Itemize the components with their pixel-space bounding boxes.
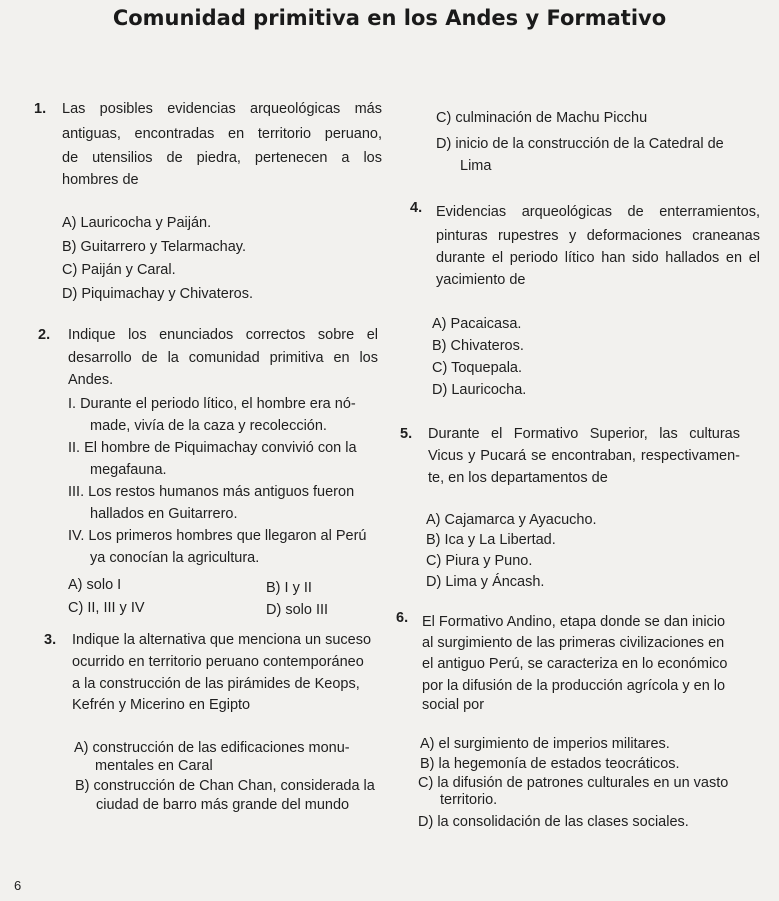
answer-option: A) construcción de las edificaciones monu-	[74, 740, 350, 756]
statement-line: ya conocían la agricultura.	[90, 550, 260, 566]
question-number: 1.	[34, 101, 47, 117]
question-text-line: Andes.	[68, 372, 114, 388]
question-number: 3.	[44, 632, 57, 648]
answer-option: ciudad de barro más grande del mundo	[96, 797, 350, 813]
answer-option: C) Paiján y Caral.	[62, 262, 176, 278]
statement-line: III. Los restos humanos más antiguos fueron	[68, 484, 355, 500]
answer-option: mentales en Caral	[95, 758, 213, 774]
statement-line: I. Durante el periodo lítico, el hombre era nó-	[68, 396, 356, 412]
page-number: 6	[14, 878, 22, 893]
question-text-line: el antiguo Perú, se caracteriza en lo económico	[422, 656, 728, 672]
statement-line: made, vivía de la caza y recolección.	[90, 418, 327, 434]
answer-option: B) I y II	[266, 580, 312, 596]
answer-option: C) Toquepala.	[432, 360, 523, 376]
answer-option: C) la difusión de patrones culturales en un vasto	[418, 775, 729, 791]
question-text-line: Vicus y Pucará se encontraban, respectivamen-	[428, 448, 740, 464]
question-text-line: Indique los enunciados correctos sobre el	[68, 327, 378, 343]
question-text-line: durante el periodo lítico han sido hallados en el	[436, 250, 760, 266]
question-text-line: antiguas, encontradas en territorio peruano,	[62, 126, 382, 142]
question-number: 2.	[38, 327, 51, 343]
question-text-line: social por	[422, 697, 485, 713]
answer-option: B) construcción de Chan Chan, considerada la	[75, 778, 375, 794]
statement-line: II. El hombre de Piquimachay convivió con la	[68, 440, 357, 456]
answer-option: B) Guitarrero y Telarmachay.	[62, 239, 246, 255]
statement-line: megafauna.	[90, 462, 167, 478]
question-text-line: por la difusión de la producción agrícola y en lo	[422, 678, 726, 694]
question-text-line: Kefrén y Micerino en Egipto	[72, 697, 251, 713]
question-text-line: desarrollo de la comunidad primitiva en los	[68, 350, 378, 366]
question-text-line: Indique la alternativa que menciona un suceso	[72, 632, 372, 648]
answer-option: B) Chivateros.	[432, 338, 524, 354]
question-text-line: El Formativo Andino, etapa donde se dan inicio	[422, 614, 726, 630]
answer-option: D) Lauricocha.	[432, 382, 527, 398]
answer-option: C) Piura y Puno.	[426, 553, 533, 569]
question-text-line: Las posibles evidencias arqueológicas más	[62, 101, 382, 117]
question-text-line: de utensilios de piedra, pertenecen a los	[62, 150, 382, 166]
question-number: 4.	[410, 200, 423, 216]
question-number: 6.	[396, 610, 409, 626]
statement-line: IV. Los primeros hombres que llegaron al Perú	[68, 528, 367, 544]
question-text-line: al surgimiento de las primeras civilizaciones en	[422, 635, 725, 651]
answer-option: D) la consolidación de las clases sociales.	[418, 814, 689, 830]
question-text-line: yacimiento de	[436, 272, 526, 288]
question-text-line: hombres de	[62, 172, 139, 188]
answer-option: territorio.	[440, 792, 498, 808]
answer-option: A) solo I	[68, 577, 122, 593]
answer-option: D) inicio de la construcción de la Catedral de	[436, 136, 724, 152]
answer-option: A) Cajamarca y Ayacucho.	[426, 512, 597, 528]
answer-option: A) el surgimiento de imperios militares.	[420, 736, 670, 752]
question-text-line: ocurrido en territorio peruano contemporáneo	[72, 654, 364, 670]
page-title: Comunidad primitiva en los Andes y Formativo	[112, 6, 667, 30]
answer-option: B) Ica y La Libertad.	[426, 532, 556, 548]
question-text-line: a la construcción de las pirámides de Keops,	[72, 676, 360, 692]
question-text-line: te, en los departamentos de	[428, 470, 608, 486]
answer-option: B) la hegemonía de estados teocráticos.	[420, 756, 680, 772]
answer-option: Lima	[460, 158, 492, 174]
answer-option: C) culminación de Machu Picchu	[436, 110, 648, 126]
answer-option: A) Lauricocha y Paiján.	[62, 215, 212, 231]
statement-line: hallados en Guitarrero.	[90, 506, 238, 522]
answer-option: A) Pacaicasa.	[432, 316, 522, 332]
answer-option: C) II, III y IV	[68, 600, 145, 616]
answer-option: D) solo III	[266, 602, 329, 618]
answer-option: D) Piquimachay y Chivateros.	[62, 286, 253, 302]
question-text-line: pinturas rupestres y deformaciones craneanas	[436, 228, 760, 244]
question-text-line: Durante el Formativo Superior, las culturas	[428, 426, 740, 442]
question-text-line: Evidencias arqueológicas de enterramientos,	[436, 204, 760, 220]
answer-option: D) Lima y Áncash.	[426, 574, 545, 590]
question-number: 5.	[400, 426, 413, 442]
